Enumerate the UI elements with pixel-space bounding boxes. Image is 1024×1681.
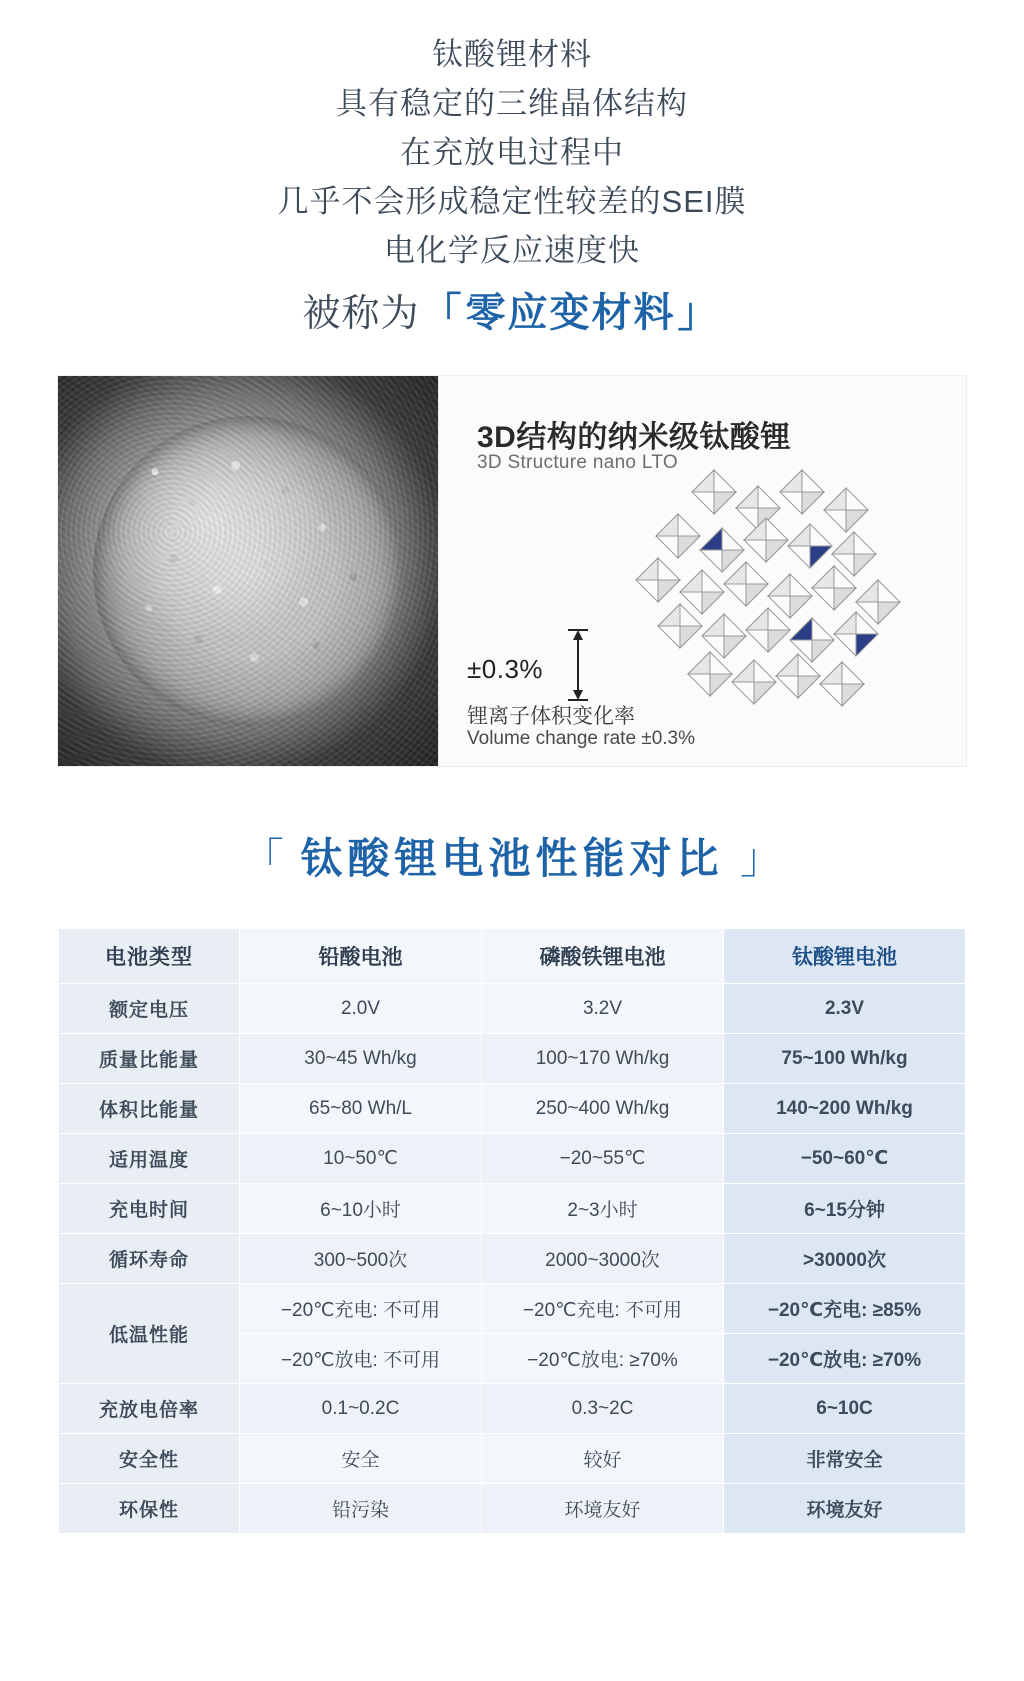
volume-change-label-cn: 锂离子体积变化率 xyxy=(467,705,635,728)
table-row xyxy=(59,1084,966,1134)
intro-final-line xyxy=(0,287,1024,340)
double-arrow-icon xyxy=(565,626,591,704)
table-row xyxy=(59,984,966,1034)
row-value-lfp: 较好 xyxy=(482,1434,724,1484)
intro-block xyxy=(0,0,1024,340)
row-value-lead-acid: 0.1~0.2C xyxy=(240,1384,482,1434)
table-row-lowtemp-charge xyxy=(59,1284,966,1334)
intro-final-prefix: 被称为 xyxy=(302,293,420,335)
row-value-lto: 非常安全 xyxy=(724,1434,966,1484)
row-value-lfp: 环境友好 xyxy=(482,1484,724,1534)
table-row xyxy=(59,1134,966,1184)
lowtemp-discharge-lead-acid: −20℃放电: 不可用 xyxy=(240,1334,482,1384)
row-value-lto: >30000次 xyxy=(724,1234,966,1284)
table-header-row xyxy=(59,929,966,984)
row-label: 安全性 xyxy=(59,1434,240,1484)
lowtemp-charge-lfp: −20℃充电: 不可用 xyxy=(482,1284,724,1334)
row-label: 体积比能量 xyxy=(59,1084,240,1134)
row-value-lead-acid: 10~50℃ xyxy=(240,1134,482,1184)
row-value-lfp: 100~170 Wh/kg xyxy=(482,1034,724,1084)
row-value-lead-acid: 65~80 Wh/L xyxy=(240,1084,482,1134)
structure-diagram xyxy=(438,376,966,766)
table-header-lto: 钛酸锂电池 xyxy=(724,929,966,984)
row-label: 环保性 xyxy=(59,1484,240,1534)
row-value-lto: 6~15分钟 xyxy=(724,1184,966,1234)
row-label-lowtemp: 低温性能 xyxy=(59,1284,240,1384)
section-bracket-open-icon: 「 xyxy=(241,835,284,882)
row-label: 质量比能量 xyxy=(59,1034,240,1084)
row-value-lto: −50~60℃ xyxy=(724,1134,966,1184)
row-value-lead-acid: 铅污染 xyxy=(240,1484,482,1534)
row-label: 额定电压 xyxy=(59,984,240,1034)
section-title-text: 钛酸锂电池性能对比 xyxy=(300,835,724,882)
table-row xyxy=(59,1184,966,1234)
table-row xyxy=(59,1384,966,1434)
lowtemp-charge-lead-acid: −20℃充电: 不可用 xyxy=(240,1284,482,1334)
bracket-open-icon: 「 xyxy=(421,291,464,335)
sem-micrograph-image xyxy=(58,376,438,766)
row-value-lead-acid: 30~45 Wh/kg xyxy=(240,1034,482,1084)
row-value-lead-acid: 安全 xyxy=(240,1434,482,1484)
row-value-lto: 140~200 Wh/kg xyxy=(724,1084,966,1134)
volume-change-label-en: Volume change rate ±0.3% xyxy=(467,728,696,749)
diagram-subtitle: 3D Structure nano LTO xyxy=(477,452,678,473)
intro-line-5: 电化学反应速度快 xyxy=(384,233,640,268)
table-row xyxy=(59,1234,966,1284)
row-label: 充电时间 xyxy=(59,1184,240,1234)
row-value-lfp: 0.3~2C xyxy=(482,1384,724,1434)
intro-line-2: 具有稳定的三维晶体结构 xyxy=(336,86,688,121)
lowtemp-charge-lto: −20℃充电: ≥85% xyxy=(724,1284,966,1334)
table-header-lead-acid: 铅酸电池 xyxy=(240,929,482,984)
row-value-lead-acid: 300~500次 xyxy=(240,1234,482,1284)
row-label: 适用温度 xyxy=(59,1134,240,1184)
comparison-table xyxy=(58,928,966,1534)
figure-panel xyxy=(58,376,966,766)
comparison-table-wrap xyxy=(58,928,966,1534)
row-value-lto: 75~100 Wh/kg xyxy=(724,1034,966,1084)
section-title xyxy=(0,826,1024,886)
row-value-lfp: −20~55℃ xyxy=(482,1134,724,1184)
row-value-lto: 环境友好 xyxy=(724,1484,966,1534)
intro-line-3: 在充放电过程中 xyxy=(400,135,624,170)
row-value-lfp: 250~400 Wh/kg xyxy=(482,1084,724,1134)
intro-line-1: 钛酸锂材料 xyxy=(432,37,592,72)
row-label: 充放电倍率 xyxy=(59,1384,240,1434)
bracket-close-icon: 」 xyxy=(677,291,720,335)
diagram-title: 3D结构的纳米级钛酸锂 xyxy=(477,421,791,454)
table-header-type: 电池类型 xyxy=(59,929,240,984)
intro-line-4: 几乎不会形成稳定性较差的SEI膜 xyxy=(277,184,747,219)
row-value-lead-acid: 6~10小时 xyxy=(240,1184,482,1234)
intro-final-highlight: 零应变材料 xyxy=(465,291,676,335)
table-header-lfp: 磷酸铁锂电池 xyxy=(482,929,724,984)
row-value-lto: 6~10C xyxy=(724,1384,966,1434)
section-bracket-close-icon: 」 xyxy=(740,835,783,882)
row-value-lfp: 2000~3000次 xyxy=(482,1234,724,1284)
lowtemp-discharge-lfp: −20℃放电: ≥70% xyxy=(482,1334,724,1384)
lowtemp-discharge-lto: −20℃放电: ≥70% xyxy=(724,1334,966,1384)
table-row xyxy=(59,1434,966,1484)
sem-grain-texture xyxy=(58,376,438,766)
row-label: 循环寿命 xyxy=(59,1234,240,1284)
row-value-lto: 2.3V xyxy=(724,984,966,1034)
row-value-lfp: 3.2V xyxy=(482,984,724,1034)
crystal-lattice-icon xyxy=(596,462,956,722)
volume-change-percent: ±0.3% xyxy=(467,654,544,684)
table-row xyxy=(59,1484,966,1534)
row-value-lead-acid: 2.0V xyxy=(240,984,482,1034)
row-value-lfp: 2~3小时 xyxy=(482,1184,724,1234)
table-row xyxy=(59,1034,966,1084)
